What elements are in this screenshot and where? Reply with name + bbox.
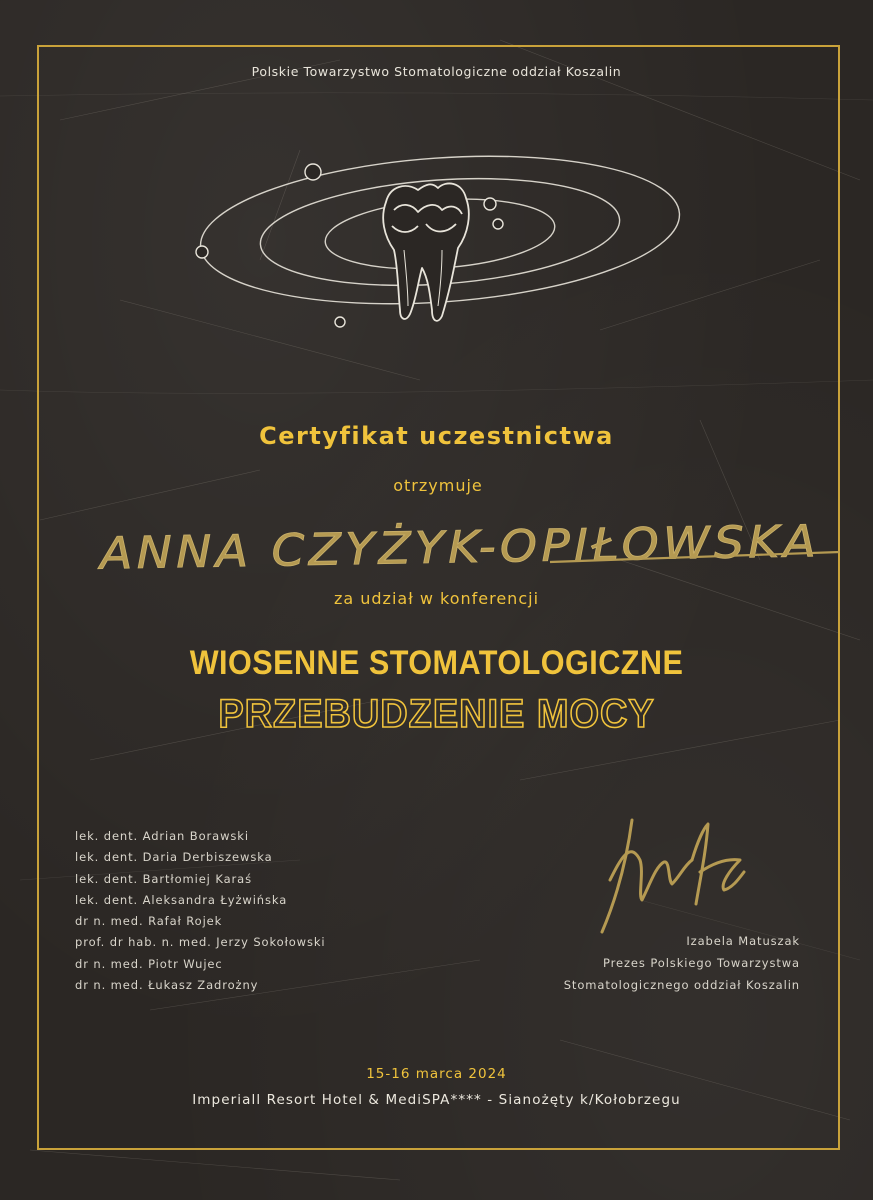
event-venue: Imperiall Resort Hotel & MediSPA**** - Sianożęty k/Kołobrzegu: [192, 1092, 681, 1108]
signature: [580, 800, 760, 940]
conference-title: WIOSENNE STOMATOLOGICZNE: [189, 644, 684, 682]
conference-subtitle: PRZEBUDZENIE MOCY: [218, 692, 655, 736]
speaker-item: lek. dent. Daria Derbiszewska: [75, 850, 273, 865]
tooth-with-orbits-icon: [180, 150, 700, 350]
speaker-item: dr n. med. Łukasz Zadrożny: [75, 978, 259, 993]
speaker-item: prof. dr hab. n. med. Jerzy Sokołowski: [75, 935, 326, 950]
certificate-title: Certyfikat uczestnictwa: [259, 422, 614, 450]
speaker-item: lek. dent. Aleksandra Łyżwińska: [75, 892, 288, 907]
organization-name: Polskie Towarzystwo Stomatologiczne oddział Koszalin: [251, 64, 622, 79]
event-date: 15-16 marca 2024: [366, 1066, 507, 1082]
receives-label: otrzymuje: [393, 476, 483, 495]
recipient-name-handwritten: [80, 500, 870, 590]
speaker-item: dr n. med. Piotr Wujec: [75, 956, 223, 971]
signer-role-line1: Prezes Polskiego Towarzystwa: [603, 956, 800, 970]
speaker-item: lek. dent. Bartłomiej Karaś: [75, 871, 252, 886]
speaker-item: lek. dent. Adrian Borawski: [75, 829, 249, 843]
signer-role-line2: Stomatologicznego oddział Koszalin: [563, 978, 800, 992]
speaker-item: dr n. med. Rafał Rojek: [75, 914, 223, 929]
signer-block: [470, 930, 800, 996]
recipient-name: ANNA CZYŻYK-OPIŁOWSKA: [99, 516, 772, 580]
signer-name: Izabela Matuszak: [686, 934, 800, 948]
participation-text: za udział w konferencji: [333, 589, 540, 608]
speakers-list: [75, 826, 326, 996]
